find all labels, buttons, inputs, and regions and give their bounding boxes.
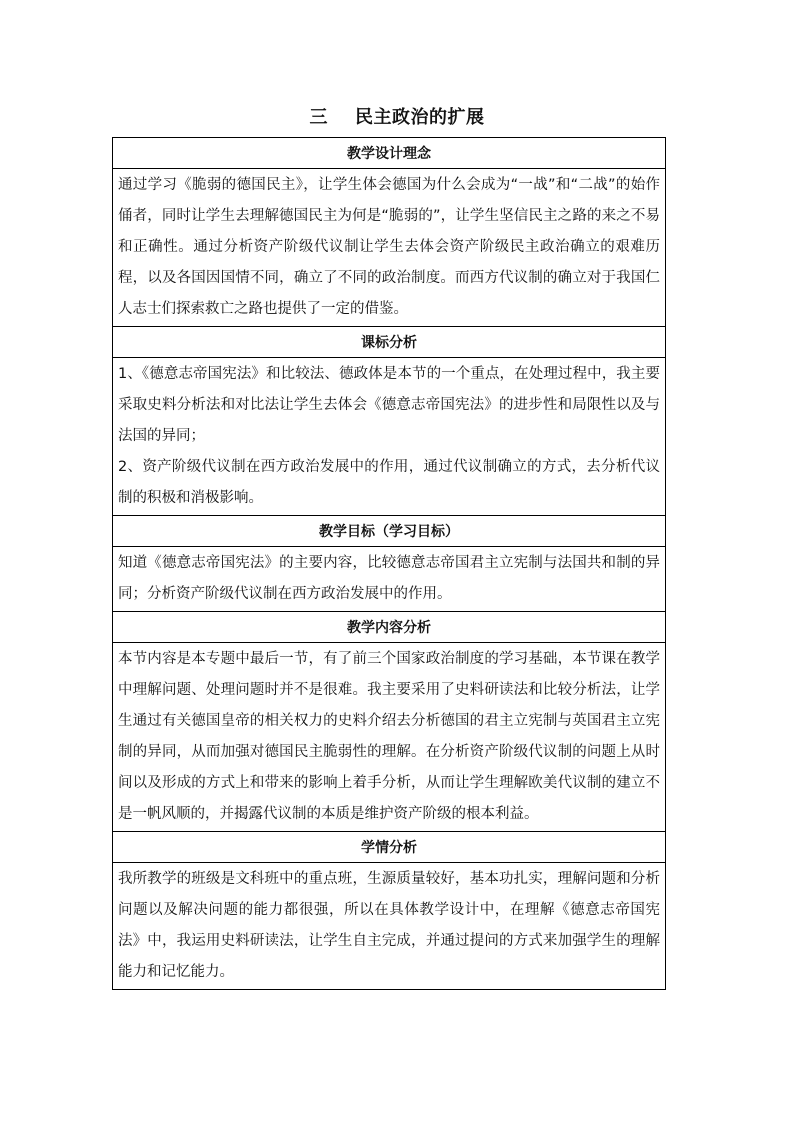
- section-body-student-analysis: [113, 863, 666, 990]
- section-header-row: [113, 138, 666, 169]
- section-body-row: [113, 643, 666, 832]
- paragraph: 2、资产阶级代议制在西方政治发展中的作用，通过代议制确立的方式，去分析代议制的积极和消极影响。: [118, 459, 660, 506]
- section-body-row: [113, 169, 666, 327]
- section-body-design-concept: [113, 169, 666, 327]
- section-header-design-concept: 教学设计理念: [113, 138, 666, 169]
- section-header-row: [113, 516, 666, 547]
- section-header-student-analysis: 学情分析: [113, 832, 666, 863]
- paragraph: 通过学习《脆弱的德国民主》，让学生体会德国为什么会成为“一战”和“二战”的始作俑者，同时让学生去理解德国民主为何是“脆弱的”，让学生坚信民主之路的来之不易和正确性。通过分析资产阶级代议制让学生去体会资产阶级民主政治确立的艰难历程，以及各国因国情不同，确立了不同的政治制度。而西方代议制的确立对于我国仁人志士们探索救亡之路也提供了一定的借鉴。: [118, 177, 660, 317]
- section-header-row: [113, 327, 666, 358]
- paragraph: 1、《德意志帝国宪法》和比较法、德政体是本节的一个重点，在处理过程中，我主要采取史料分析法和对比法让学生去体会《德意志帝国宪法》的进步性和局限性以及与法国的异同；: [118, 366, 660, 444]
- section-header-teaching-goals: 教学目标（学习目标）: [113, 516, 666, 547]
- section-header-content-analysis: 教学内容分析: [113, 612, 666, 643]
- section-body-curriculum-analysis: [113, 358, 666, 516]
- paragraph: 本节内容是本专题中最后一节，有了前三个国家政治制度的学习基础，本节课在教学中理解问题、处理问题时并不是很难。我主要采用了史料研读法和比较分析法，让学生通过有关德国皇帝的相关权力的史料介绍去分析德国的君主立宪制与英国君主立宪制的异同，从而加强对德国民主脆弱性的理解。在分析资产阶级代议制的问题上从时间以及形成的方式上和带来的影响上着手分析，从而让学生理解欧美代议制的建立不是一帆风顺的，并揭露代议制的本质是维护资产阶级的根本利益。: [118, 651, 660, 822]
- section-body-row: [113, 863, 666, 990]
- lesson-plan-table: [112, 137, 666, 990]
- page-title: 三 民主政治的扩展: [309, 107, 485, 128]
- section-body-teaching-goals: [113, 547, 666, 612]
- section-body-row: [113, 358, 666, 516]
- section-header-curriculum-analysis: 课标分析: [113, 327, 666, 358]
- paragraph: 我所教学的班级是文科班中的重点班，生源质量较好，基本功扎实，理解问题和分析问题以及解决问题的能力都很强，所以在具体教学设计中，在理解《德意志帝国宪法》中，我运用史料研读法，让学生自主完成，并通过提问的方式来加强学生的理解能力和记忆能力。: [118, 871, 660, 980]
- section-body-row: [113, 547, 666, 612]
- section-header-row: [113, 832, 666, 863]
- section-header-row: [113, 612, 666, 643]
- paragraph: 知道《德意志帝国宪法》的主要内容，比较德意志帝国君主立宪制与法国共和制的异同；分析资产阶级代议制在西方政治发展中的作用。: [118, 555, 660, 602]
- section-body-content-analysis: [113, 643, 666, 832]
